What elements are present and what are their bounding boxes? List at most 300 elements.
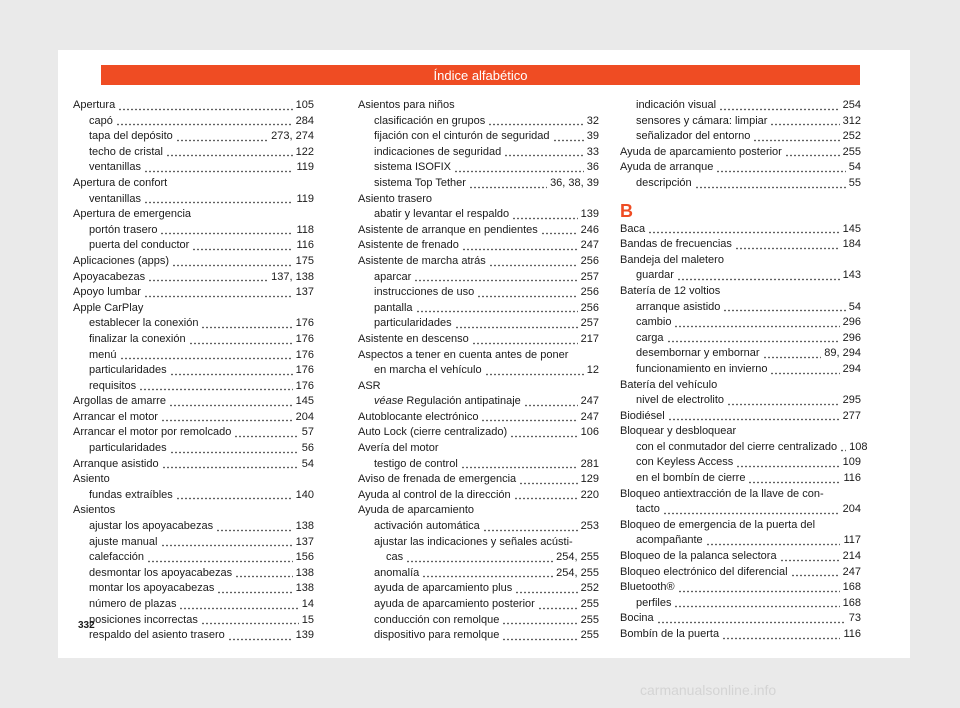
entry-pages: 176 — [295, 332, 314, 345]
entry-pages: 137 — [295, 286, 314, 299]
index-entry — [73, 550, 314, 566]
entry-label: carga — [636, 331, 664, 344]
index-entry — [73, 519, 314, 535]
entry-pages: 176 — [295, 364, 314, 377]
index-entry — [620, 549, 861, 565]
index-entry — [620, 627, 861, 643]
dot-leader — [179, 607, 298, 610]
entry-label: Ayuda de aparcamiento posterior — [620, 145, 782, 158]
entry-pages: 56 — [301, 442, 314, 455]
entry-label: Bloqueo de emergencia de la puerta del — [620, 518, 816, 531]
dot-leader — [170, 451, 299, 454]
dot-leader — [753, 139, 839, 142]
index-entry — [620, 237, 861, 253]
index-heading — [73, 472, 314, 488]
index-entry — [358, 207, 599, 223]
index-entry — [358, 597, 599, 613]
entry-label: establecer la conexión — [89, 317, 199, 330]
entry-pages: 73 — [848, 612, 861, 625]
entry-label: Bloqueo electrónico del diferencial — [620, 565, 788, 578]
index-entry — [358, 129, 599, 145]
dot-leader — [144, 170, 293, 173]
entry-label: Biodiésel — [620, 409, 665, 422]
index-heading — [73, 503, 314, 519]
entry-label: tapa del depósito — [89, 130, 173, 143]
index-entry — [73, 394, 314, 410]
dot-leader — [735, 247, 840, 250]
index-entry — [358, 301, 599, 317]
dot-leader — [791, 574, 840, 577]
entry-pages: 57 — [301, 426, 314, 439]
entry-pages: 246 — [580, 223, 599, 236]
entry-label: indicaciones de seguridad — [374, 145, 502, 158]
dot-leader — [512, 217, 578, 220]
entry-pages: 137 — [295, 535, 314, 548]
entry-label: con Keyless Access — [636, 456, 734, 469]
dot-leader — [519, 482, 577, 485]
index-entry — [620, 502, 861, 518]
entry-pages: 255 — [842, 145, 861, 158]
entry-label: fundas extraíbles — [89, 488, 173, 501]
dot-leader — [116, 123, 293, 126]
dot-leader — [541, 232, 578, 235]
dot-leader — [176, 139, 268, 142]
index-entry — [620, 129, 861, 145]
index-entry — [73, 270, 314, 286]
entry-pages: 204 — [295, 410, 314, 423]
dot-leader — [722, 637, 840, 640]
entry-label: arranque asistido — [636, 300, 721, 313]
entry-pages: 252 — [842, 130, 861, 143]
index-entry — [358, 316, 599, 332]
entry-pages: 140 — [295, 488, 314, 501]
entry-label: Arrancar el motor — [73, 410, 158, 423]
index-column-2 — [358, 98, 599, 644]
dot-leader — [489, 264, 578, 267]
entry-label: sistema ISOFIX — [374, 161, 452, 174]
index-entry — [620, 300, 861, 316]
index-heading — [73, 207, 314, 223]
entry-label: calefacción — [89, 551, 145, 564]
dot-leader — [201, 622, 299, 625]
dot-leader — [524, 404, 578, 407]
index-entry — [358, 566, 599, 582]
index-entry — [73, 145, 314, 161]
dot-leader — [770, 123, 839, 126]
index-page — [58, 50, 910, 658]
dot-leader — [538, 607, 578, 610]
index-entry — [358, 176, 599, 192]
entry-label: fijación con el cinturón de seguridad — [374, 130, 550, 143]
index-entry — [358, 410, 599, 426]
entry-label: ventanillas — [89, 192, 141, 205]
dot-leader — [481, 419, 577, 422]
entry-label: ayuda de aparcamiento plus — [374, 582, 513, 595]
entry-pages: 14 — [301, 598, 314, 610]
dot-leader — [118, 108, 292, 111]
index-entry — [358, 550, 599, 566]
index-heading — [73, 301, 314, 317]
entry-pages: 220 — [580, 488, 599, 501]
dot-leader — [161, 419, 293, 422]
entry-pages: 247 — [580, 239, 599, 252]
entry-pages: 116 — [296, 239, 314, 252]
dot-leader — [840, 449, 846, 452]
dot-leader — [139, 388, 293, 391]
index-heading — [620, 378, 861, 394]
dot-leader — [657, 621, 846, 624]
index-entry — [620, 440, 868, 456]
entry-pages: 214 — [842, 550, 861, 563]
entry-pages: 255 — [580, 629, 599, 642]
index-entry — [73, 223, 314, 239]
dot-leader — [736, 465, 839, 468]
entry-pages: 254, 255 — [556, 566, 599, 579]
entry-pages: 122 — [295, 145, 314, 158]
watermark-text: carmanualsonline.info — [640, 682, 777, 698]
dot-leader — [235, 575, 293, 578]
entry-label: abatir y levantar el respaldo — [374, 208, 510, 221]
entry-pages: 247 — [580, 410, 599, 423]
index-entry — [73, 114, 314, 130]
dot-leader — [148, 279, 268, 282]
entry-label: ventanillas — [89, 161, 141, 174]
dot-leader — [695, 186, 846, 189]
entry-label: montar los apoyacabezas — [89, 582, 215, 595]
index-entry — [620, 409, 861, 425]
index-entry — [620, 533, 861, 549]
index-entry — [73, 332, 314, 348]
entry-label: Asiento trasero — [358, 192, 432, 205]
dot-leader — [674, 325, 839, 328]
dot-leader — [510, 435, 577, 438]
dot-leader — [678, 590, 840, 593]
dot-leader — [515, 591, 577, 594]
entry-label: perfiles — [636, 596, 672, 609]
index-entry — [620, 346, 861, 362]
entry-label: en marcha el vehículo — [374, 364, 482, 377]
dot-leader — [455, 326, 578, 329]
entry-label: Autoblocante electrónico — [358, 410, 479, 423]
entry-pages: 277 — [842, 409, 861, 422]
dot-leader — [416, 310, 578, 313]
dot-leader — [668, 418, 840, 421]
index-entry — [620, 455, 861, 471]
index-entry — [73, 285, 314, 301]
entry-label: Apertura de emergencia — [73, 208, 192, 221]
entry-label: Batería del vehículo — [620, 378, 718, 391]
entry-pages: 256 — [580, 286, 599, 299]
dot-leader — [147, 560, 293, 563]
index-entry — [73, 98, 314, 114]
entry-pages: 129 — [580, 473, 599, 486]
entry-label: capó — [89, 114, 113, 127]
entry-label: techo de cristal — [89, 145, 163, 158]
index-heading — [620, 284, 861, 300]
entry-pages: 252 — [580, 582, 599, 595]
entry-pages: 247 — [842, 565, 861, 578]
dot-leader — [234, 435, 298, 438]
dot-leader — [461, 466, 578, 469]
entry-pages: 55 — [848, 176, 861, 189]
entry-pages: 204 — [842, 503, 861, 516]
index-heading — [358, 379, 599, 395]
dot-leader — [483, 529, 578, 532]
entry-pages: 109 — [842, 456, 861, 469]
index-entry — [358, 628, 599, 644]
index-entry — [73, 566, 314, 582]
dot-leader — [160, 232, 293, 235]
index-entry — [620, 580, 861, 596]
entry-label: nivel de electrolito — [636, 394, 725, 407]
dot-leader — [462, 248, 578, 251]
index-entry — [620, 611, 861, 627]
dot-leader — [201, 326, 292, 329]
index-entry — [358, 581, 599, 597]
index-entry — [358, 270, 599, 286]
index-entry — [358, 254, 599, 270]
dot-leader — [172, 264, 293, 267]
dot-leader — [216, 529, 293, 532]
dot-leader — [472, 342, 578, 345]
entry-pages: 312 — [842, 114, 861, 127]
entry-pages: 273, 274 — [271, 130, 314, 143]
index-column-1 — [73, 98, 314, 644]
entry-pages: 54 — [848, 161, 861, 174]
entry-label: Asientos para niños — [358, 99, 455, 111]
entry-label: particularidades — [89, 442, 167, 455]
entry-label: pantalla — [374, 301, 413, 314]
dot-leader — [120, 357, 293, 360]
entry-label: conducción con remolque — [374, 613, 500, 626]
index-entry — [620, 98, 861, 114]
entry-pages: 33 — [586, 145, 599, 158]
index-entry — [358, 114, 599, 130]
entry-pages: 256 — [580, 254, 599, 267]
index-entry — [358, 613, 599, 629]
entry-pages: 256 — [580, 301, 599, 314]
entry-pages: 184 — [842, 238, 861, 251]
index-entry — [620, 362, 861, 378]
entry-label: acompañante — [636, 534, 703, 547]
entry-label: Bandeja del maletero — [620, 253, 724, 266]
entry-label: requisitos — [89, 379, 137, 392]
entry-label: Aspectos a tener en cuenta antes de poner — [358, 348, 569, 361]
dot-leader — [770, 372, 839, 375]
entry-label: Auto Lock (cierre centralizado) — [358, 426, 508, 439]
index-heading — [358, 192, 599, 208]
entry-label: ayuda de aparcamiento posterior — [374, 598, 535, 610]
entry-pages: 217 — [580, 332, 599, 345]
index-entry — [73, 254, 314, 270]
entry-label: instrucciones de uso — [374, 286, 475, 299]
entry-label: puerta del conductor — [89, 239, 190, 252]
entry-pages: 15 — [301, 613, 314, 626]
index-entry — [620, 114, 861, 130]
entry-label: particularidades — [374, 317, 452, 330]
entry-pages: 117 — [843, 534, 861, 547]
entry-pages: 12 — [586, 364, 599, 377]
entry-label: señalizador del entorno — [636, 130, 751, 143]
index-entry — [620, 331, 861, 347]
entry-label: posiciones incorrectas — [89, 613, 198, 626]
index-heading — [620, 487, 861, 503]
entry-label: cambio — [636, 316, 672, 329]
entry-label: Asistente de arranque en pendientes — [358, 223, 538, 236]
index-entry — [620, 145, 861, 161]
index-entry — [620, 176, 861, 192]
index-entry — [358, 363, 599, 379]
entry-pages: 54 — [848, 300, 861, 313]
dot-leader — [454, 170, 584, 173]
entry-label: funcionamiento en invierno — [636, 362, 768, 375]
index-heading — [358, 503, 599, 519]
entry-label: guardar — [636, 269, 674, 282]
index-entry — [620, 565, 861, 581]
entry-label: Asistente en descenso — [358, 332, 469, 345]
index-heading — [620, 253, 861, 269]
dot-leader — [785, 154, 840, 157]
index-entry — [73, 348, 314, 364]
entry-label: Ayuda al control de la dirección — [358, 488, 511, 501]
dot-leader — [485, 373, 584, 376]
entry-label: sensores y cámara: limpiar — [636, 114, 768, 127]
index-entry — [73, 597, 314, 613]
index-entry — [358, 472, 599, 488]
index-entry — [620, 268, 861, 284]
entry-label: Bluetooth® — [620, 581, 675, 594]
index-entry — [358, 394, 599, 410]
entry-label: finalizar la conexión — [89, 332, 186, 345]
entry-label: Aplicaciones (apps) — [73, 254, 169, 267]
entry-pages: 89, 294 — [824, 347, 861, 360]
entry-label: indicación visual — [636, 99, 717, 111]
index-heading — [620, 518, 861, 534]
dot-leader — [677, 278, 840, 281]
entry-pages: 139 — [580, 208, 599, 221]
entry-label: desembornar y embornar — [636, 347, 760, 360]
entry-pages: 119 — [296, 192, 314, 205]
entry-pages: 255 — [580, 613, 599, 626]
entry-label: con el conmutador del cierre centralizado — [636, 440, 838, 453]
index-entry — [73, 441, 314, 457]
index-entry — [73, 613, 314, 629]
index-entry — [620, 393, 861, 409]
index-heading — [620, 424, 861, 440]
entry-label: menú — [89, 348, 117, 361]
index-entry — [73, 581, 314, 597]
entry-pages: 176 — [295, 317, 314, 330]
entry-pages: 116 — [843, 472, 861, 485]
entry-label: Argollas de amarre — [73, 395, 166, 408]
entry-label: ajustar los apoyacabezas — [89, 520, 214, 533]
entry-label: aparcar — [374, 270, 412, 283]
index-heading — [358, 348, 599, 364]
index-entry — [73, 379, 314, 395]
entry-pages: 257 — [580, 317, 599, 330]
entry-pages: 138 — [295, 520, 314, 533]
index-entry — [620, 222, 861, 238]
entry-label: descripción — [636, 176, 692, 189]
entry-label: Baca — [620, 222, 646, 235]
index-entry — [358, 145, 599, 161]
entry-label: Ayuda de arranque — [620, 161, 714, 174]
entry-pages: 138 — [295, 582, 314, 595]
index-heading — [358, 535, 599, 551]
entry-pages: 145 — [295, 395, 314, 408]
entry-pages: 54 — [301, 457, 314, 470]
entry-label: testigo de control — [374, 457, 458, 470]
entry-pages: 296 — [842, 331, 861, 344]
dot-leader — [502, 622, 577, 625]
entry-label: anomalía — [374, 566, 420, 579]
entry-label: Bombín de la puerta — [620, 628, 720, 640]
entry-pages: 139 — [295, 629, 314, 642]
entry-pages: 138 — [295, 566, 314, 579]
entry-label: respaldo del asiento trasero — [89, 629, 225, 642]
dot-leader — [477, 295, 577, 298]
dot-leader — [648, 231, 840, 234]
dot-leader — [553, 139, 584, 142]
index-heading — [358, 98, 599, 114]
index-entry — [620, 596, 861, 612]
entry-pages: 39 — [586, 130, 599, 143]
dot-leader — [144, 295, 293, 298]
entry-pages: 32 — [586, 114, 599, 127]
entry-label: activación automática — [374, 520, 480, 533]
entry-pages: 156 — [295, 551, 314, 564]
dot-leader — [674, 605, 839, 608]
dot-leader — [169, 404, 293, 407]
entry-pages: 168 — [842, 581, 861, 594]
entry-pages: 106 — [580, 426, 599, 439]
entry-label: Bloqueo de la palanca selectora — [620, 550, 777, 563]
entry-pages: 281 — [580, 457, 599, 470]
entry-label: dispositivo para remolque — [374, 629, 500, 642]
page-header — [101, 65, 860, 85]
entry-pages: 257 — [580, 270, 599, 283]
entry-pages: 253 — [580, 520, 599, 533]
entry-label: Bocina — [620, 612, 654, 625]
entry-label: Apoyacabezas — [73, 270, 146, 283]
entry-label: ASR — [358, 379, 381, 392]
entry-label: ajustar las indicaciones y señales acústi- — [374, 535, 573, 548]
entry-label: portón trasero — [89, 223, 158, 236]
entry-pages: 296 — [842, 316, 861, 329]
index-entry — [73, 535, 314, 551]
index-column-3 — [620, 98, 868, 643]
entry-pages: 294 — [842, 362, 861, 375]
index-entry — [358, 457, 599, 473]
index-entry — [358, 223, 599, 239]
entry-pages: 119 — [296, 161, 314, 174]
dot-leader — [723, 309, 845, 312]
dot-leader — [488, 123, 583, 126]
index-entry — [358, 488, 599, 504]
page-number: 332 — [78, 620, 95, 631]
entry-pages: 105 — [295, 99, 314, 111]
entry-pages: 143 — [842, 269, 861, 282]
index-entry — [358, 285, 599, 301]
dot-leader — [504, 154, 584, 157]
entry-pages: 36 — [586, 161, 599, 174]
dot-leader — [189, 342, 293, 345]
page-title: Índice alfabético — [433, 67, 528, 83]
entry-label: en el bombín de cierre — [636, 472, 746, 485]
entry-label: Aviso de frenada de emergencia — [358, 473, 517, 486]
index-entry — [73, 488, 314, 504]
entry-label: Arranque asistido — [73, 457, 159, 470]
